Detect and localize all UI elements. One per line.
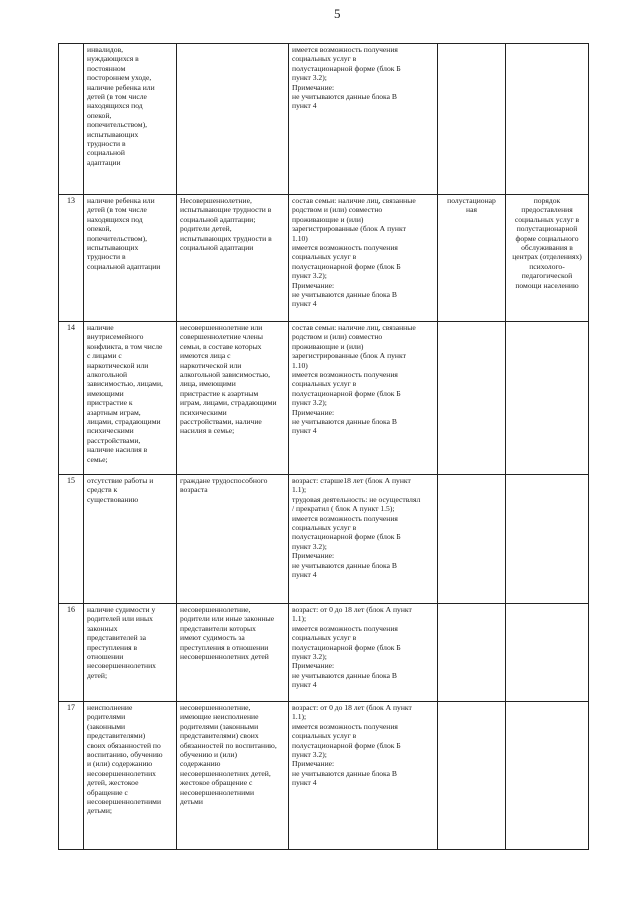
order-cell: порядок предоставления социальных услуг в полустационарной форме социального обслуживания в центрах (отделениях) психолого- педагогической помощи населению: [506, 195, 589, 322]
form-cell: полустационар ная: [438, 195, 506, 322]
table-row: [59, 475, 589, 604]
condition-cell: наличие судимости у родителей или иных законных представителей за преступления в отношении несовершеннолетних детей;: [84, 604, 177, 702]
condition-cell: наличие ребенка или детей (в том числе находящихся под опекой, попечительством), испытывающих трудности в социальной адаптации: [84, 195, 177, 322]
criteria-table: [58, 43, 589, 850]
form-cell: [438, 44, 506, 195]
row-number: [59, 44, 84, 195]
category-cell: Несовершеннолетние, испытывающие трудности в социальной адаптации; родители детей, испытывающих трудности в социальной адаптации: [177, 195, 289, 322]
category-cell: [177, 44, 289, 195]
row-number: 13: [59, 195, 84, 322]
criteria-cell: состав семьи: наличие лиц, связанные родством и (или) совместно проживающие и (или) зарегистрированные (блок А пункт 1.10) имеется возможность получения социальных услуг в полустационарной форме (блок Б пункт 3.2); Примечание: не учитываются данные блока В пункт 4: [289, 322, 438, 475]
condition-cell: отсутствие работы и средств к существованию: [84, 475, 177, 604]
category-cell: несовершеннолетние или совершеннолетние члены семьи, в составе которых имеются лица с наркотической или алкогольной зависимостью, лица, имеющими пристрастие к азартным играм, лицами, страдающими психическими расстройствами, наличие насилия в семье;: [177, 322, 289, 475]
order-cell: [506, 702, 589, 850]
row-number: 17: [59, 702, 84, 850]
condition-cell: наличие внутрисемейного конфликта, в том числе с лицами с наркотической или алкогольной зависимостью, лицами, имеющими пристрастие к азартным играм, лицами, страдающими психическими расстройствами, наличие насилия в семье;: [84, 322, 177, 475]
order-cell: [506, 44, 589, 195]
table-row: [59, 702, 589, 850]
criteria-cell: возраст: старше18 лет (блок А пункт 1.1); трудовая деятельность: не осуществлял / прекратил ( блок А пункт 1.5); имеется возможность получения социальных услуг в полустационарной форме (блок Б пункт 3.2); Примечание: не учитываются данные блока В пункт 4: [289, 475, 438, 604]
form-cell: [438, 702, 506, 850]
form-cell: [438, 322, 506, 475]
row-number: 16: [59, 604, 84, 702]
table-row: [59, 604, 589, 702]
criteria-cell: возраст: от 0 до 18 лет (блок А пункт 1.1); имеется возможность получения социальных услуг в полустационарной форме (блок Б пункт 3.2); Примечание: не учитываются данные блока В пункт 4: [289, 702, 438, 850]
page-number: 5: [334, 6, 341, 21]
category-cell: граждане трудоспособного возраста: [177, 475, 289, 604]
order-cell: [506, 322, 589, 475]
table-row: [59, 44, 589, 195]
category-cell: несовершеннолетние, родители или иные законные представители которых имеют судимость за преступления в отношении несовершеннолетних детей: [177, 604, 289, 702]
criteria-cell: состав семьи: наличие лиц, связанные родством и (или) совместно проживающие и (или) зарегистрированные (блок А пункт 1.10) имеется возможность получения социальных услуг в полустационарной форме (блок Б пункт 3.2); Примечание: не учитываются данные блока В пункт 4: [289, 195, 438, 322]
table-row: [59, 322, 589, 475]
order-cell: [506, 475, 589, 604]
form-cell: [438, 475, 506, 604]
order-cell: [506, 604, 589, 702]
criteria-cell: имеется возможность получения социальных услуг в полустационарной форме (блок Б пункт 3.2); Примечание: не учитываются данные блока В пункт 4: [289, 44, 438, 195]
condition-cell: инвалидов, нуждающихся в постоянном постороннем уходе, наличие ребенка или детей (в том числе находящихся под опекой, попечительством), испытывающих трудности в социальной адаптации: [84, 44, 177, 195]
category-cell: несовершеннолетние, имеющие неисполнение родителями (законными представителями) своих обязанностей по воспитанию, обучению и (или) содержанию несовершеннолетних детей, жестокое обращение с несовершеннолетними детьми: [177, 702, 289, 850]
table-row: [59, 195, 589, 322]
row-number: 14: [59, 322, 84, 475]
row-number: 15: [59, 475, 84, 604]
condition-cell: неисполнение родителями (законными представителями) своих обязанностей по воспитанию, обучению и (или) содержанию несовершеннолетних детей, жестокое обращение с несовершеннолетними детьми;: [84, 702, 177, 850]
form-cell: [438, 604, 506, 702]
criteria-cell: возраст: от 0 до 18 лет (блок А пункт 1.1); имеется возможность получения социальных услуг в полустационарной форме (блок Б пункт 3.2); Примечание: не учитываются данные блока В пункт 4: [289, 604, 438, 702]
